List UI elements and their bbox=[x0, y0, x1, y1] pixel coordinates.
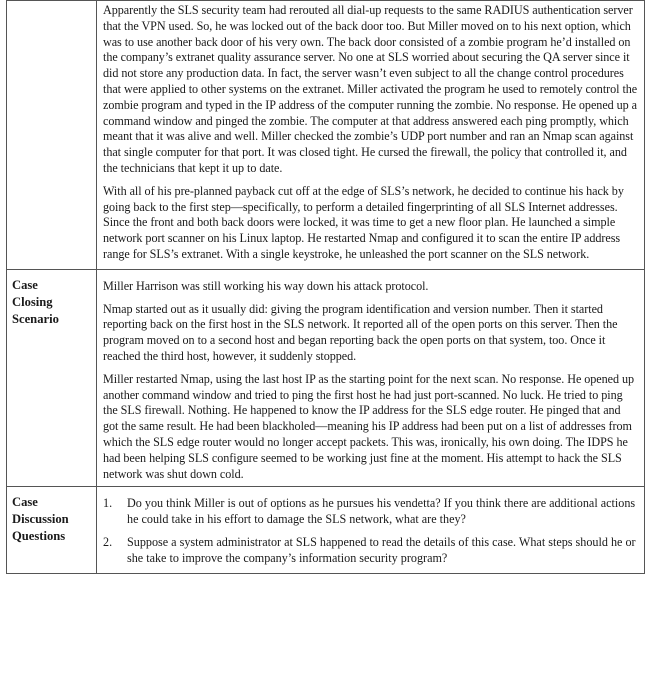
label-line: Questions bbox=[12, 529, 66, 544]
label-line: Case bbox=[12, 277, 38, 292]
label-line: Scenario bbox=[12, 311, 59, 326]
closing-scenario-label bbox=[7, 269, 97, 487]
question-list bbox=[103, 496, 638, 566]
case-table bbox=[6, 0, 645, 574]
closing-paragraph: Miller restarted Nmap, using the last host IP as the starting point for the next scan. No response. He opened up another command window and tried to ping the first host he had just port-scanned. No luck. He tried to ping the SLS firewall. Nothing. He happened to know the IP address for the SLS edge router. He pinged that and got the same result. He had been blackholed—meaning his IP address had been put on a list of addresses from which the SLS edge router would no longer accept packets. This was, ironically, his own doing. The IDPS he had been helping SLS configure seemed to be working just fine at the moment. His attempt to hack the SLS network was shut down cold. bbox=[103, 371, 635, 481]
closing-paragraph: Nmap started out as it usually did: giving the program identification and version number. Then it started reporting back on the first host in the SLS network. It reported all of the open ports on this server. Then the program moved on to a second host and began reporting back the open ports on that system, too. Once it reached the third host, however, it suddenly stopped. bbox=[103, 301, 618, 363]
intro-paragraph: Apparently the SLS security team had rerouted all dial-up requests to the same RADIUS authentication server that the VPN used. So, he was locked out of the back door too. But Miller moved on to his next option, which was to use another back door of his very own. The back door consisted of a zombie program he’d installed on the company’s extranet quality assurance server. No one at SLS worried about securing the QA server since it did not store any production data. In fact, the server wasn’t even subject to all the change control procedures that were applied to other systems on the extranet. Miller activated the program he used to remotely control the zombie program and typed in the IP address of the computer running the zombie. No response. He opened up a command window and pinged the zombie. The computer at that address answered each ping promptly, which meant that it was alive and well. Miller checked the zombie’s UDP port number and ran an Nmap scan against that single computer for that port. It was closed tight. He cursed the firewall, the policy that controlled it, and the technicians that kept it up to date. bbox=[103, 3, 638, 175]
closing-scenario-body bbox=[97, 269, 645, 487]
question-item bbox=[103, 535, 638, 567]
discussion-questions-label bbox=[7, 487, 97, 573]
intro-row bbox=[7, 1, 645, 270]
closing-paragraph: Miller Harrison was still working his way down his attack protocol. bbox=[103, 278, 429, 293]
question-text: Do you think Miller is out of options as he pursues his vendetta? If you think there are additional actions he could take in his effort to damage the SLS network, what are they? bbox=[127, 496, 636, 527]
discussion-questions-body bbox=[97, 487, 645, 573]
label-line: Discussion bbox=[12, 512, 69, 527]
question-number: 1. bbox=[103, 496, 113, 511]
question-number: 2. bbox=[103, 534, 113, 549]
intro-body-cell bbox=[97, 1, 645, 270]
question-item bbox=[103, 496, 638, 528]
closing-scenario-row bbox=[7, 269, 645, 487]
label-line: Closing bbox=[12, 294, 53, 309]
intro-paragraph: With all of his pre-planned payback cut off at the edge of SLS’s network, he decided to continue his hack by going back to the first step—specifically, to perform a detailed fingerprinting of all SLS Internet addresses. Since the front and both back doors were locked, it was time to get a new floor plan. He launched a simple network port scanner on his Linux laptop. He restarted Nmap and configured it to scan the entire IP address range for SLS’s extranet. With a single keystroke, he unleashed the port scanner on the SLS network. bbox=[103, 183, 624, 261]
discussion-questions-row bbox=[7, 487, 645, 573]
intro-label-cell bbox=[7, 1, 97, 270]
label-line: Case bbox=[12, 495, 38, 510]
question-text: Suppose a system administrator at SLS happened to read the details of this case. What steps should he or she take to improve the company’s information security program? bbox=[127, 534, 636, 565]
